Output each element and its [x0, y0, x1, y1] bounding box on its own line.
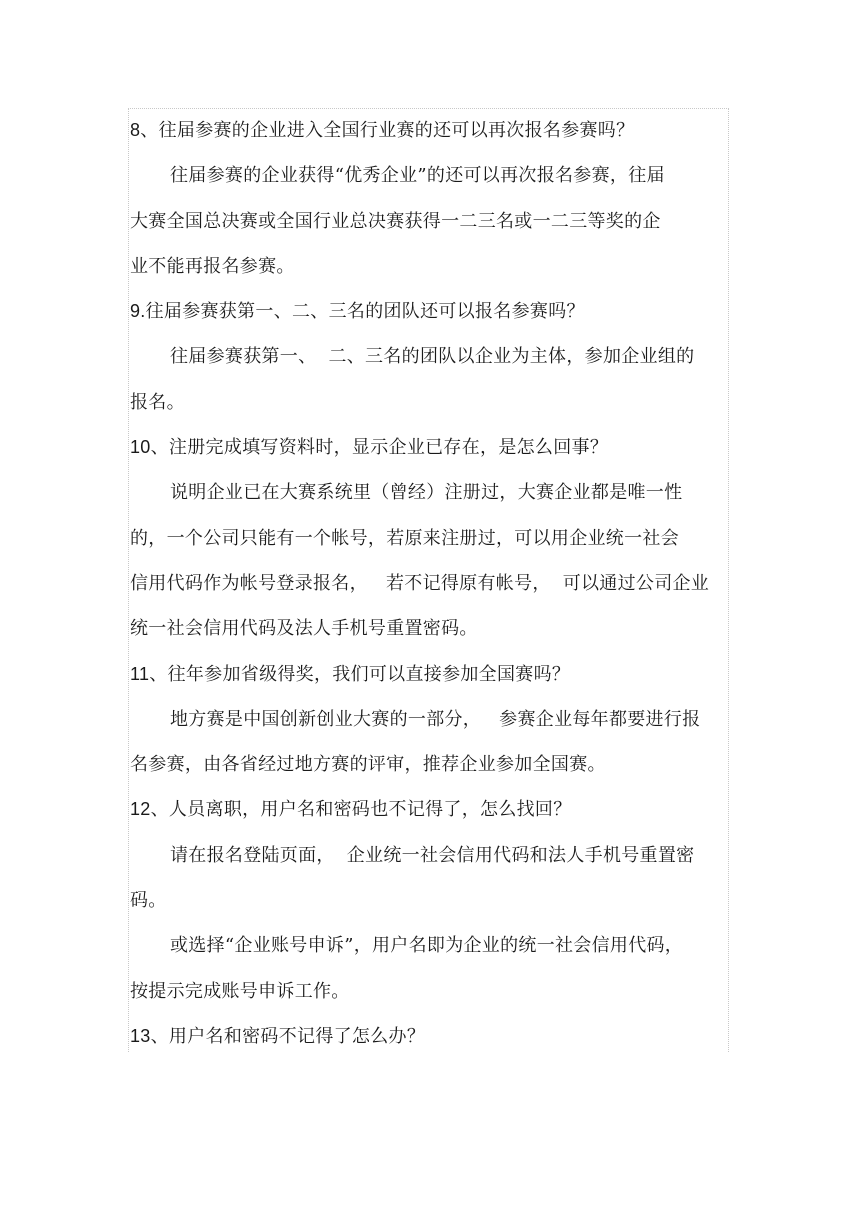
answer-10-line-4: 统一社会信用代码及法人手机号重置密码。 — [130, 618, 478, 640]
question-10: 10、注册完成填写资料时，显示企业已存在，是怎么回事？ — [130, 437, 609, 458]
answer-10-line-2: 的，一个公司只能有一个帐号，若原来注册过，可以用企业统一社会 — [130, 527, 679, 549]
answer-12-line-4: 按提示完成账号申诉工作。 — [130, 980, 350, 1002]
answer-11-line-1: 地方赛是中国创新创业大赛的一部分， 参赛企业每年都要进行报 — [170, 708, 701, 730]
question-11: 11、往年参加省级得奖，我们可以直接参加全国赛吗？ — [130, 663, 571, 684]
answer-8-line-2: 大赛全国总决赛或全国行业总决赛获得一二三名或一二三等奖的企 — [130, 210, 661, 232]
answer-9-line-2: 报名。 — [130, 391, 185, 413]
answer-12-line-2: 码。 — [130, 890, 167, 912]
question-8: 8、往届参赛的企业进入全国行业赛的还可以再次报名参赛吗？ — [130, 120, 635, 140]
answer-12-line-3: 或选择“企业账号申诉”，用户名即为企业的统一社会信用代码， — [170, 935, 684, 957]
answer-8-line-3: 业不能再报名参赛。 — [130, 255, 295, 277]
answer-8-line-1: 往届参赛的企业获得“优秀企业”的还可以再次报名参赛，往届 — [170, 165, 665, 187]
document-body — [130, 108, 728, 1059]
question-12: 12、人员离职，用户名和密码也不记得了，怎么找回？ — [130, 799, 572, 820]
answer-9-line-1: 往届参赛获第一、 二、三名的团队以企业为主体，参加企业组的 — [170, 346, 695, 368]
answer-12-line-1: 请在报名登陆页面， 企业统一社会信用代码和法人手机号重置密 — [170, 844, 695, 866]
answer-11-line-2: 名参赛，由各省经过地方赛的评审，推荐企业参加全国赛。 — [130, 754, 606, 776]
answer-10-line-3: 信用代码作为帐号登录报名， 若不记得原有帐号， 可以通过公司企业 — [130, 572, 710, 594]
question-9: 9.往届参赛获第一、二、三名的团队还可以报名参赛吗？ — [130, 301, 585, 322]
question-13: 13、用户名和密码不记得了怎么办？ — [130, 1025, 426, 1046]
answer-10-line-1: 说明企业已在大赛系统里（曾经）注册过，大赛企业都是唯一性 — [170, 482, 683, 504]
